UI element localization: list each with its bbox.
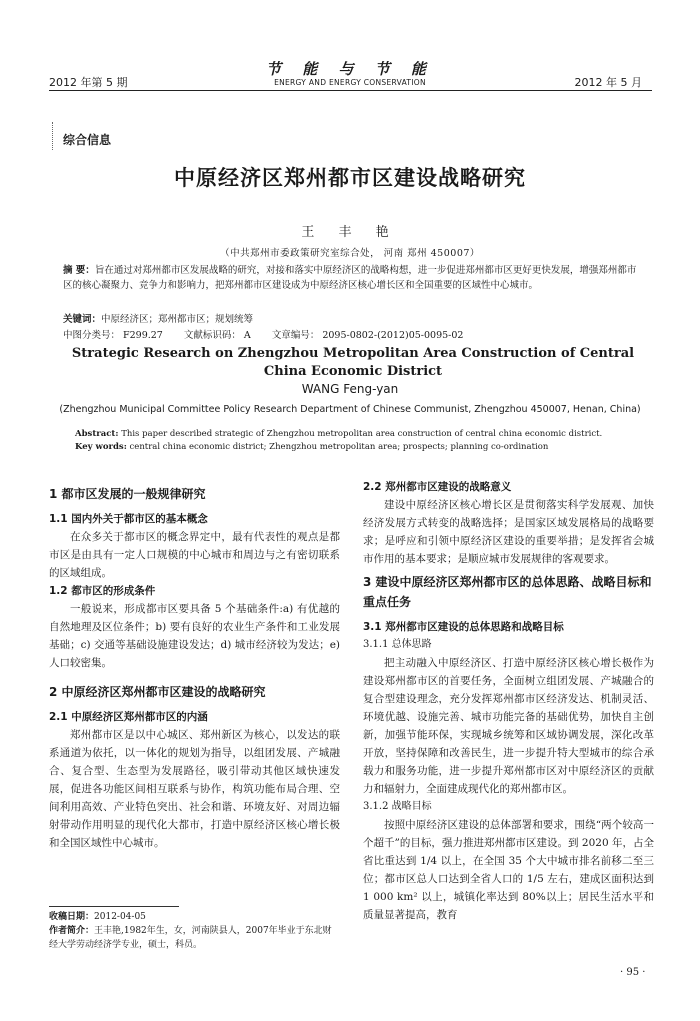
section-tag-marker xyxy=(52,122,59,150)
affiliation-cn: （中共郑州市委政策研究室综合处， 河南 郑州 450007） xyxy=(220,248,480,259)
abstract-en xyxy=(75,428,645,454)
abstract-en-text: This paper described strategic of Zhengzhou metropolitan area construction of central china economic district. xyxy=(121,429,603,439)
heading-3: 3 建设中原经济区郑州都市区的总体思路、战略目标和重点任务 xyxy=(363,575,652,609)
paper-title-cn: 中原经济区郑州都市区建设战略研究 xyxy=(174,166,526,190)
affiliation-en: (Zhengzhou Municipal Committee Policy Research Department of Chinese Communist, Zhengzhou 450007, Henan, China) xyxy=(59,404,641,415)
keywords-cn-text: 中原经济区；郑州都市区；规划统筹 xyxy=(101,314,254,325)
abstract-cn xyxy=(63,263,643,293)
paragraph: 郑州都市区是以中心城区、郑州新区为核心，以发达的联系通道为依托，以一体化的规划为指导，以组团发展、产城融合、复合型、生态型为发展路径，吸引带动其他区域快速发展，促进各功能区间相互联系与协作，构筑功能布局合理、空间利用高效、产业特色突出、社会和谐、环境友好、对周边辐射带动作用明显的现代化大都市，打造中原经济区核心增长极和全国区域性中心城市。 xyxy=(49,729,340,849)
paragraph: 把主动融入中原经济区、打造中原经济区核心增长极作为建设郑州都市区的首要任务，全面树立组团发展、产城融合的复合型建设理念，充分发挥郑州都市区经济发达、机制灵活、环境优越、设施完善、城市功能完备的基础优势，加快自主创新，加强节能环保，实现城乡统筹和区域协调发展，深化改革开放，坚持保障和改善民生，进一步提升特大型城市的综合承载力和服务功能，进一步提升郑州都市区对中原经济区的贡献力和辐射力，全面建成现代化的郑州都市区。 xyxy=(363,657,654,795)
paragraph: 建设中原经济区核心增长区是贯彻落实科学发展观、加快经济发展方式转变的战略选择；是国家区域发展格局的战略要求；是呼应和引领中原经济区建设的重要举措；是发挥省会城市作用的基本要求；是顺应城市发展规律的客观要求。 xyxy=(363,499,654,565)
heading-1-2: 1.2 都市区的形成条件 xyxy=(49,585,156,597)
section-tag: 综合信息 xyxy=(63,133,112,147)
received-label: 收稿日期： xyxy=(49,912,95,922)
heading-3-1-1: 3.1.1 总体思路 xyxy=(363,639,432,650)
received-date: 2012-04-05 xyxy=(94,912,146,922)
heading-1: 1 都市区发展的一般规律研究 xyxy=(49,487,206,501)
footnote xyxy=(49,910,340,952)
paragraph: 按照中原经济区建设的总体部署和要求，围绕“两个较高一个超千”的目标，强力推进郑州都市区建设。到 2020 年，占全省比重达到 1/4 以上，在全国 35 个大中城市排名前移二至三位；都市区总人口达到全省人口的 1/5 左右，建成区面积达到 1 000 km² 以上，城镇化率达到 80%以上；居民生活水平和质量显著提高，教育 xyxy=(363,819,654,921)
heading-2-2: 2.2 郑州都市区建设的战略意义 xyxy=(363,481,512,493)
bio-label: 作者简介： xyxy=(49,926,95,936)
journal-title-cn: 节 能 与 节 能 xyxy=(266,60,434,78)
abstract-en-label: Abstract: xyxy=(75,429,119,439)
keywords-en-text: central china economic district; Zhengzhou metropolitan area; prospects; planning co-ordination xyxy=(129,442,549,452)
article-number: 文章编号： 2095-0802-(2012)05-0095-02 xyxy=(271,330,464,341)
heading-3-1: 3.1 郑州都市区建设的总体思路和战略目标 xyxy=(363,621,564,633)
paragraph: 在众多关于都市区的概念界定中，最有代表性的观点是都市区是由具有一定人口规模的中心城市和周边与之有密切联系的区域组成。 xyxy=(49,531,340,579)
footnote-divider xyxy=(49,906,179,907)
paper-title-en: Strategic Research on Zhengzhou Metropolitan Area Construction of Central China Economic District xyxy=(71,346,635,379)
heading-3-1-2: 3.1.2 战略目标 xyxy=(363,801,432,812)
issue-date: 2012 年 5 月 xyxy=(574,76,642,89)
author-cn: 王 丰 艳 xyxy=(301,225,399,240)
right-column xyxy=(363,478,654,924)
abstract-cn-text: 旨在通过对郑州都市区发展战略的研究，对接和落实中原经济区的战略构想，进一步促进郑州都市区更好更快发展，增强郑州都市区的核心凝聚力、竞争力和影响力，把郑州都市区建设成为中原经济区核心增长区和全国重要的区域性中心城市。 xyxy=(63,265,637,291)
classification-row xyxy=(63,327,663,341)
paragraph: 一般说来，形成都市区要具备 5 个基础条件:a) 有优越的自然地理及区位条件；b) 要有良好的农业生产条件和工业发展基础；c) 交通等基础设施建设发达；d) 城市经济较为发达；e) 人口较密集。 xyxy=(49,603,340,669)
clc-number: 中图分类号： F299.27 xyxy=(63,330,163,341)
issue-label: 2012 年第 5 期 xyxy=(49,76,128,89)
keywords-cn xyxy=(63,311,253,325)
abstract-cn-label: 摘 要： xyxy=(63,265,95,276)
keywords-cn-label: 关键词： xyxy=(63,314,102,325)
journal-title-en: ENERGY AND ENERGY CONSERVATION xyxy=(274,78,426,87)
keywords-en-label: Key words: xyxy=(75,442,127,452)
document-code: 文献标识码： A xyxy=(183,330,251,341)
author-en: WANG Feng-yan xyxy=(301,382,399,396)
heading-2-1: 2.1 中原经济区郑州都市区的内涵 xyxy=(49,711,208,723)
header-divider xyxy=(49,90,652,91)
heading-1-1: 1.1 国内外关于都市区的基本概念 xyxy=(49,513,208,525)
page-number: · 95 · xyxy=(620,967,646,978)
left-column xyxy=(49,474,340,852)
author-bio: 王丰艳,1982年生，女，河南陕县人，2007年毕业于东北财经大学劳动经济学专业，硕士，科员。 xyxy=(49,926,332,950)
heading-2: 2 中原经济区郑州都市区建设的战略研究 xyxy=(49,685,266,699)
